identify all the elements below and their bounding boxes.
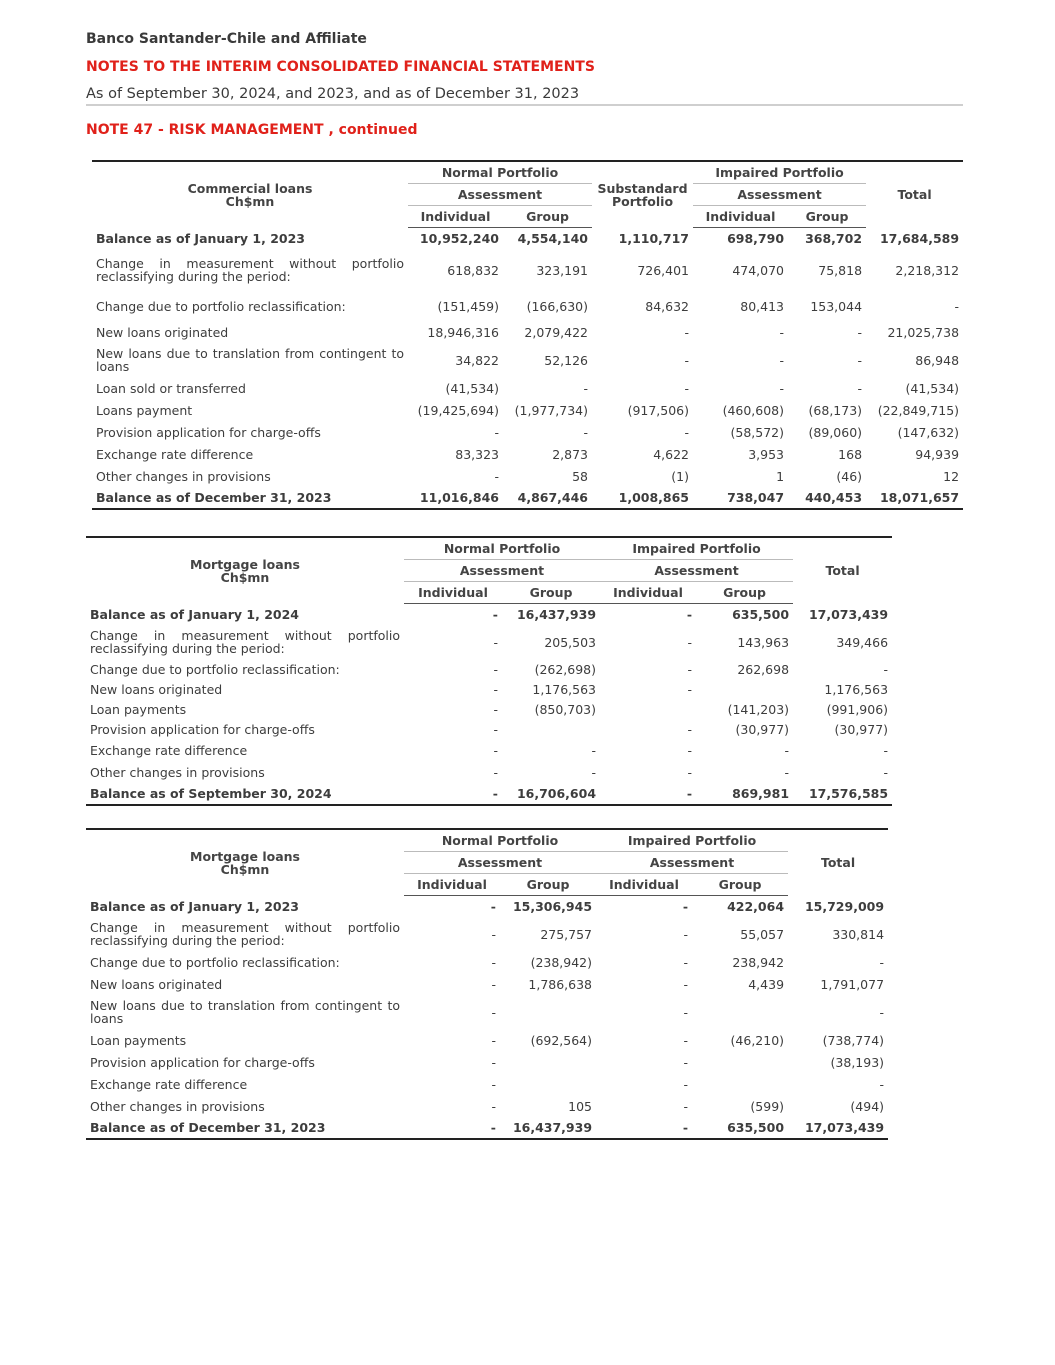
- cell: [600, 699, 696, 719]
- cell: 17,576,585: [793, 783, 892, 805]
- cell: -: [583, 380, 589, 396]
- table-row: [92, 443, 963, 465]
- cell: 84,632: [645, 298, 690, 314]
- table-row: [86, 895, 888, 917]
- row-label: New loans originated: [96, 324, 229, 340]
- impaired-assessment-header: Assessment: [693, 183, 866, 205]
- cell: 1,176,563: [824, 681, 889, 697]
- cell: (692,564): [530, 1032, 593, 1048]
- row-label: Provision application for charge-offs: [90, 721, 315, 737]
- cell: (68,173): [808, 402, 863, 418]
- impaired-group-header: Group: [692, 873, 788, 895]
- row-label: Change in measurement without portfolio reclassifying during the period:: [96, 256, 404, 284]
- substandard-portfolio-header: [592, 161, 693, 227]
- cell: -: [779, 380, 785, 396]
- cell: -: [596, 1117, 692, 1139]
- table-row: [86, 679, 892, 699]
- cell: 153,044: [810, 298, 863, 314]
- cell: (599): [750, 1098, 785, 1114]
- cell: 238,942: [732, 954, 785, 970]
- table-row: [86, 761, 892, 783]
- cell: 80,413: [740, 298, 785, 314]
- table-corner-header: [86, 829, 404, 895]
- cell: [692, 1073, 788, 1095]
- table-row: [86, 603, 892, 625]
- cell: 17,684,589: [879, 230, 960, 246]
- cell: 323,191: [536, 262, 589, 278]
- corner-title: Mortgage loans: [190, 556, 300, 572]
- corner-title: Mortgage loans: [190, 848, 300, 864]
- row-label: Other changes in provisions: [90, 1098, 265, 1114]
- cell: -: [779, 352, 785, 368]
- cell: (460,608): [722, 402, 785, 418]
- cell: -: [879, 1004, 885, 1020]
- cell: -: [491, 1032, 496, 1048]
- cell: 15,729,009: [804, 898, 885, 914]
- cell: -: [491, 1054, 496, 1070]
- row-label: Exchange rate difference: [90, 1076, 248, 1092]
- impaired-individual-header: Individual: [693, 205, 788, 227]
- impaired-individual-header: Individual: [600, 581, 696, 603]
- cell: (41,534): [445, 380, 499, 396]
- cell: 18,946,316: [427, 324, 499, 340]
- normal-assessment-header: Assessment: [408, 183, 592, 205]
- cell: -: [683, 1004, 689, 1020]
- table-row: [92, 227, 963, 249]
- cell: -: [491, 976, 496, 992]
- cell: [502, 719, 600, 739]
- cell: 1,110,717: [618, 230, 690, 246]
- cell: 440,453: [788, 487, 866, 509]
- table-row: [92, 399, 963, 421]
- cell: -: [686, 606, 693, 622]
- cell: (850,703): [534, 701, 597, 717]
- table-row: [86, 995, 888, 1029]
- corner-unit: Ch$mn: [220, 569, 270, 585]
- cell: 2,873: [552, 446, 589, 462]
- cell: -: [493, 681, 498, 697]
- cell: 635,500: [732, 606, 790, 622]
- table-row: [86, 1095, 888, 1117]
- table-row: [86, 1029, 888, 1051]
- row-label: Other changes in provisions: [96, 468, 271, 484]
- cell: 422,064: [727, 898, 785, 914]
- cell: 52,126: [544, 352, 589, 368]
- cell: 34,822: [455, 352, 499, 368]
- normal-portfolio-header: Normal Portfolio: [404, 829, 596, 851]
- table-row: [86, 625, 892, 659]
- table-row: [92, 291, 963, 321]
- cell: [500, 995, 596, 1029]
- cell: -: [493, 764, 498, 780]
- cell: (147,632): [897, 424, 960, 440]
- table-row: [92, 421, 963, 443]
- cell: -: [493, 721, 498, 737]
- cell: -: [683, 1054, 689, 1070]
- row-label: Provision application for charge-offs: [90, 1054, 315, 1070]
- impaired-group-header: Group: [696, 581, 793, 603]
- document-title: NOTES TO THE INTERIM CONSOLIDATED FINANCIAL STATEMENTS: [86, 59, 595, 75]
- corner-unit: Ch$mn: [225, 193, 275, 209]
- cell: 618,832: [447, 262, 499, 278]
- cell: -: [683, 1032, 689, 1048]
- row-label: Loan payments: [90, 1032, 187, 1048]
- header-divider: [86, 104, 963, 106]
- row-label: Change due to portfolio reclassification:: [96, 298, 346, 314]
- table-row: [86, 973, 888, 995]
- cell: (1): [671, 468, 690, 484]
- cell: (917,506): [627, 402, 690, 418]
- cell: 474,070: [732, 262, 785, 278]
- cell: -: [687, 681, 693, 697]
- normal-individual-header: Individual: [404, 581, 502, 603]
- cell: 143,963: [737, 634, 790, 650]
- row-label: Change in measurement without portfolio reclassifying during the period:: [90, 628, 400, 656]
- cell: (58,572): [730, 424, 785, 440]
- row-label: Change in measurement without portfolio reclassifying during the period:: [90, 920, 400, 948]
- cell: -: [490, 898, 496, 914]
- impaired-assessment-header: Assessment: [600, 559, 793, 581]
- cell: 869,981: [696, 783, 793, 805]
- table-row: [86, 699, 892, 719]
- table-row: [86, 951, 888, 973]
- report-date: As of September 30, 2024, and 2023, and as of December 31, 2023: [86, 86, 580, 102]
- cell: 4,622: [653, 446, 690, 462]
- cell: 275,757: [540, 926, 593, 942]
- table-row: [86, 783, 892, 805]
- row-label: Loans payment: [96, 402, 193, 418]
- table-row: [86, 659, 892, 679]
- cell: -: [494, 424, 499, 440]
- table-row: [86, 917, 888, 951]
- cell: (151,459): [437, 298, 499, 314]
- cell: (22,849,715): [877, 402, 960, 418]
- table-row: [86, 739, 892, 761]
- row-label: Balance as of January 1, 2023: [90, 898, 299, 914]
- cell: -: [779, 324, 785, 340]
- cell: (30,977): [834, 721, 889, 737]
- row-label: Loan payments: [90, 701, 187, 717]
- cell: 205,503: [544, 634, 597, 650]
- cell: (166,630): [526, 298, 589, 314]
- cell: [692, 995, 788, 1029]
- cell: -: [684, 324, 690, 340]
- row-label: Balance as of September 30, 2024: [86, 783, 404, 805]
- cell: 55,057: [740, 926, 785, 942]
- row-label: Other changes in provisions: [90, 764, 265, 780]
- corner-unit: Ch$mn: [220, 861, 270, 877]
- cell: 368,702: [805, 230, 863, 246]
- mortgage-loans-2023-table: [86, 828, 888, 1140]
- cell: [692, 1051, 788, 1073]
- cell: -: [600, 783, 696, 805]
- cell: -: [784, 742, 790, 758]
- row-label: Provision application for charge-offs: [96, 424, 321, 440]
- cell: -: [491, 1098, 496, 1114]
- cell: -: [687, 634, 693, 650]
- cell: -: [492, 606, 498, 622]
- table-row: [92, 343, 963, 377]
- cell: (991,906): [826, 701, 889, 717]
- cell: 75,818: [818, 262, 863, 278]
- table-row: [92, 377, 963, 399]
- corner-title: Commercial loans: [187, 180, 313, 196]
- cell: -: [491, 926, 496, 942]
- table-row: [86, 1117, 888, 1139]
- impaired-portfolio-header: Impaired Portfolio: [693, 161, 866, 183]
- cell: 10,952,240: [419, 230, 499, 246]
- cell: 738,047: [693, 487, 788, 509]
- total-header: Total: [793, 537, 892, 603]
- cell: -: [687, 742, 693, 758]
- cell: -: [883, 764, 889, 780]
- cell: 18,071,657: [866, 487, 963, 509]
- cell: -: [493, 742, 498, 758]
- table-row: [92, 487, 963, 509]
- table-corner-header: [92, 161, 408, 227]
- normal-group-header: Group: [503, 205, 592, 227]
- total-header: Total: [788, 829, 888, 895]
- cell: -: [683, 954, 689, 970]
- normal-individual-header: Individual: [404, 873, 500, 895]
- cell: 2,079,422: [524, 324, 589, 340]
- cell: -: [883, 742, 889, 758]
- table-row: [86, 719, 892, 739]
- cell: 94,939: [915, 446, 960, 462]
- cell: 262,698: [737, 661, 790, 677]
- normal-group-header: Group: [502, 581, 600, 603]
- cell: 349,466: [836, 634, 889, 650]
- cell: -: [683, 926, 689, 942]
- cell: 15,306,945: [512, 898, 593, 914]
- row-label: New loans originated: [90, 681, 223, 697]
- cell: -: [404, 783, 502, 805]
- cell: (141,203): [727, 701, 790, 717]
- cell: -: [493, 661, 498, 677]
- row-label: Change due to portfolio reclassification:: [90, 661, 340, 677]
- cell: 16,437,939: [500, 1117, 596, 1139]
- cell: 1,176,563: [532, 681, 597, 697]
- row-label: New loans due to translation from contingent to loans: [96, 346, 404, 374]
- row-label: Exchange rate difference: [90, 742, 248, 758]
- cell: -: [684, 424, 690, 440]
- cell: -: [684, 380, 690, 396]
- cell: 635,500: [692, 1117, 788, 1139]
- cell: 3,953: [748, 446, 785, 462]
- table-row: [92, 321, 963, 343]
- row-label: New loans originated: [90, 976, 223, 992]
- cell: -: [857, 352, 863, 368]
- cell: 83,323: [455, 446, 499, 462]
- cell: 726,401: [637, 262, 690, 278]
- cell: -: [857, 324, 863, 340]
- cell: (19,425,694): [417, 402, 499, 418]
- cell: -: [491, 954, 496, 970]
- cell: (494): [850, 1098, 885, 1114]
- cell: (1,977,734): [514, 402, 589, 418]
- impaired-portfolio-header: Impaired Portfolio: [600, 537, 793, 559]
- cell: -: [857, 380, 863, 396]
- cell: 330,814: [832, 926, 885, 942]
- cell: 1: [776, 468, 785, 484]
- cell: (89,060): [808, 424, 863, 440]
- mortgage-loans-2024-table: [86, 536, 892, 806]
- impaired-group-header: Group: [788, 205, 866, 227]
- normal-group-header: Group: [500, 873, 596, 895]
- impaired-individual-header: Individual: [596, 873, 692, 895]
- normal-portfolio-header: Normal Portfolio: [408, 161, 592, 183]
- cell: -: [784, 764, 790, 780]
- cell: 2,218,312: [895, 262, 960, 278]
- table-row: [86, 1073, 888, 1095]
- row-label: Balance as of January 1, 2024: [90, 606, 299, 622]
- cell: -: [591, 764, 597, 780]
- note-title: NOTE 47 - RISK MANAGEMENT , continued: [86, 122, 418, 138]
- cell: -: [583, 424, 589, 440]
- row-label: Change due to portfolio reclassification:: [90, 954, 340, 970]
- impaired-assessment-header: Assessment: [596, 851, 788, 873]
- table-row: [86, 1051, 888, 1073]
- cell: 86,948: [915, 352, 960, 368]
- normal-assessment-header: Assessment: [404, 851, 596, 873]
- cell: 1,786,638: [528, 976, 593, 992]
- cell: 16,706,604: [502, 783, 600, 805]
- normal-portfolio-header: Normal Portfolio: [404, 537, 600, 559]
- cell: (46): [836, 468, 863, 484]
- cell: 698,790: [727, 230, 785, 246]
- cell: -: [954, 298, 960, 314]
- cell: 4,867,446: [503, 487, 592, 509]
- row-label: Loan sold or transferred: [96, 380, 246, 396]
- cell: (30,977): [735, 721, 790, 737]
- cell: -: [493, 701, 498, 717]
- cell: 1,791,077: [820, 976, 885, 992]
- cell: 1,008,865: [592, 487, 693, 509]
- substandard-line1: Substandard: [597, 180, 688, 196]
- substandard-line2: Portfolio: [611, 193, 674, 209]
- cell: (738,774): [822, 1032, 885, 1048]
- cell: -: [683, 976, 689, 992]
- cell: [500, 1051, 596, 1073]
- cell: -: [683, 1076, 689, 1092]
- row-label: Balance as of January 1, 2023: [96, 230, 305, 246]
- cell: 11,016,846: [408, 487, 503, 509]
- cell: -: [494, 468, 499, 484]
- cell: 17,073,439: [788, 1117, 888, 1139]
- cell: 17,073,439: [808, 606, 889, 622]
- cell: -: [683, 1098, 689, 1114]
- row-label: Balance as of December 31, 2023: [86, 1117, 404, 1139]
- cell: 4,439: [748, 976, 785, 992]
- total-header: Total: [866, 161, 963, 227]
- cell: -: [687, 661, 693, 677]
- company-name: Banco Santander-Chile and Affiliate: [86, 31, 367, 47]
- cell: 105: [568, 1098, 593, 1114]
- commercial-loans-table: [92, 160, 963, 510]
- cell: (46,210): [730, 1032, 785, 1048]
- cell: -: [404, 1117, 500, 1139]
- cell: 16,437,939: [516, 606, 597, 622]
- cell: 168: [838, 446, 863, 462]
- row-label: Exchange rate difference: [96, 446, 254, 462]
- cell: (41,534): [905, 380, 960, 396]
- row-label: New loans due to translation from contingent to loans: [90, 998, 400, 1026]
- cell: (238,942): [530, 954, 593, 970]
- cell: -: [491, 1076, 496, 1092]
- table-row: [92, 249, 963, 291]
- cell: [500, 1073, 596, 1095]
- cell: 58: [572, 468, 589, 484]
- cell: -: [687, 764, 693, 780]
- cell: -: [491, 1004, 496, 1020]
- cell: -: [687, 721, 693, 737]
- normal-assessment-header: Assessment: [404, 559, 600, 581]
- cell: -: [591, 742, 597, 758]
- cell: [696, 679, 793, 699]
- cell: 12: [943, 468, 960, 484]
- cell: -: [879, 1076, 885, 1092]
- cell: (262,698): [534, 661, 597, 677]
- cell: -: [493, 634, 498, 650]
- cell: 4,554,140: [517, 230, 589, 246]
- cell: -: [682, 898, 689, 914]
- cell: -: [684, 352, 690, 368]
- cell: (38,193): [830, 1054, 885, 1070]
- cell: 21,025,738: [887, 324, 960, 340]
- row-label: Balance as of December 31, 2023: [92, 487, 408, 509]
- cell: -: [883, 661, 889, 677]
- cell: -: [879, 954, 885, 970]
- impaired-portfolio-header: Impaired Portfolio: [596, 829, 788, 851]
- normal-individual-header: Individual: [408, 205, 503, 227]
- table-corner-header: [86, 537, 404, 603]
- table-row: [92, 465, 963, 487]
